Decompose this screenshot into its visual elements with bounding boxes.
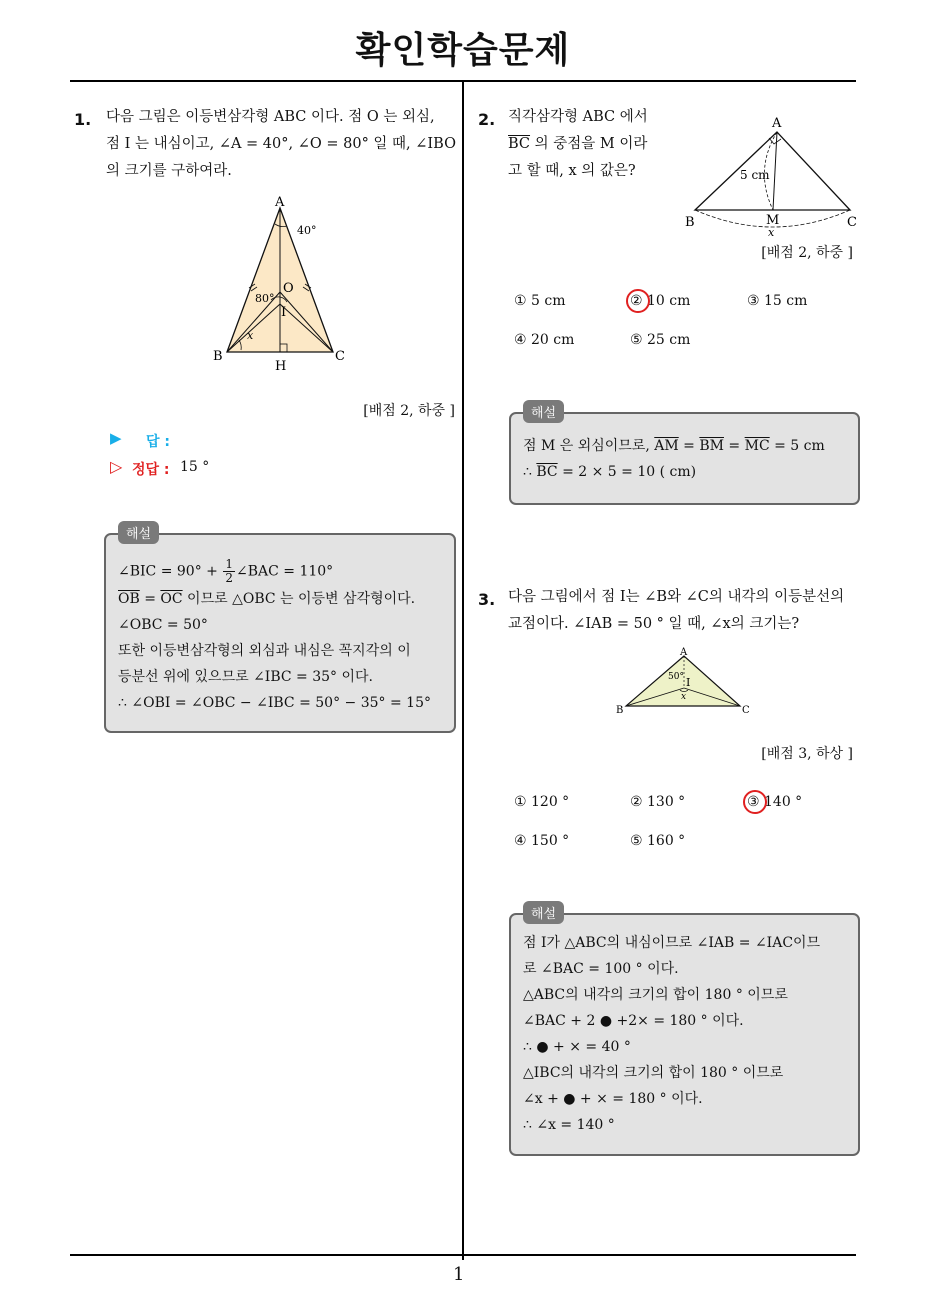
q2-line-text: 의 중점을 M 이라 bbox=[530, 136, 648, 152]
segment-mc: $\overline{MC}$ bbox=[744, 438, 770, 454]
segment-bc-2: $\overline{BC}$ bbox=[536, 464, 558, 480]
q2-expl-line-1 bbox=[523, 433, 853, 459]
q1-frac-den: 2 bbox=[225, 571, 233, 585]
q2-option-4[interactable]: ④ 20 cm bbox=[514, 332, 575, 348]
q1-expl-text: = bbox=[139, 591, 161, 607]
q3-option-3[interactable]: ③ 140 ° bbox=[747, 794, 803, 810]
q3-x-label: x bbox=[681, 692, 687, 702]
q2-expl-text: = 2 × 5 = 10 ( cm) bbox=[557, 464, 697, 480]
correct-arrow-icon: ▷ bbox=[110, 457, 123, 476]
q2-line bbox=[508, 131, 678, 158]
q2-line: 고 할 때, x 의 값은? bbox=[508, 163, 636, 179]
q3-triangle-figure bbox=[612, 646, 752, 718]
q1-angle-a: 40° bbox=[297, 224, 317, 237]
q3-option-4[interactable]: ④ 150 ° bbox=[514, 833, 570, 849]
q2-label-c: C bbox=[847, 215, 857, 230]
q3-line: 다음 그림에서 점 I는 ∠B와 ∠C의 내각의 이등분선의 bbox=[508, 589, 845, 605]
q1-label-c: C bbox=[335, 349, 345, 364]
segment-bc: $\overline{BC}$ bbox=[508, 136, 531, 152]
q3-expl-line-2: 로 ∠BAC = 100 ° 이다. bbox=[523, 961, 679, 977]
q3-explanation-tag: 해설 bbox=[523, 901, 564, 924]
q1-expl-line-1 bbox=[118, 558, 448, 586]
q3-expl-line-7: ∠x + ● + × = 180 ° 이다. bbox=[523, 1091, 703, 1107]
q1-expl-line-3: ∠OBC = 50° bbox=[118, 617, 208, 633]
q1-explanation-text bbox=[118, 558, 448, 716]
q3-expl-line-3: △ABC의 내각의 크기의 합이 180 ° 이므로 bbox=[523, 987, 788, 1003]
q1-score: [배점 2, 하중 ] bbox=[363, 403, 455, 419]
answer-label: 답 : bbox=[146, 434, 170, 450]
q2-expl-text: = bbox=[678, 438, 700, 454]
q2-score: [배점 2, 하중 ] bbox=[761, 245, 853, 261]
q1-angle-x: x bbox=[247, 329, 254, 342]
q1-number: 1. bbox=[74, 110, 92, 129]
q1-label-i: I bbox=[281, 305, 287, 320]
q1-line: 점 I 는 내심이고, ∠A = 40°, ∠O = 80° 일 때, ∠IBO bbox=[106, 136, 456, 152]
q3-expl-line-4: ∠BAC + 2 ● +2× = 180 ° 이다. bbox=[523, 1013, 744, 1029]
page-number: 1 bbox=[453, 1264, 465, 1285]
q2-expl-text: = bbox=[723, 438, 745, 454]
q3-number: 3. bbox=[478, 590, 496, 609]
q2-explanation-text bbox=[523, 433, 853, 485]
q2-triangle-figure bbox=[680, 112, 865, 242]
q2-selected-circle bbox=[626, 289, 650, 313]
column-divider bbox=[462, 82, 464, 1260]
q1-fraction bbox=[223, 558, 235, 585]
q3-expl-line-5: ∴ ● + × = 40 ° bbox=[523, 1039, 631, 1055]
q1-expl-text: 이므로 △OBC 는 이등변 삼각형이다. bbox=[182, 591, 416, 607]
q2-label-b: B bbox=[685, 215, 695, 230]
correct-answer-value: 15 ° bbox=[180, 459, 210, 475]
q3-expl-line-1: 점 I가 △ABC의 내심이므로 ∠IAB = ∠IAC이므 bbox=[523, 935, 821, 951]
answer-arrow-icon: ▶ bbox=[110, 429, 122, 447]
q2-expl-text: 점 M 은 외심이므로, bbox=[523, 438, 655, 454]
q3-line: 교점이다. ∠IAB = 50 ° 일 때, ∠x의 크기는? bbox=[508, 616, 800, 632]
q3-explanation-text bbox=[523, 930, 853, 1138]
q1-angle-o: 80° bbox=[255, 292, 275, 305]
q1-text bbox=[106, 104, 456, 185]
q1-frac-num: 1 bbox=[225, 557, 233, 571]
segment-am: $\overline{AM}$ bbox=[654, 438, 679, 454]
q2-label-m: M bbox=[766, 213, 780, 228]
q2-line: 직각삼각형 ABC 에서 bbox=[508, 109, 648, 125]
q3-expl-line-8: ∴ ∠x = 140 ° bbox=[523, 1117, 615, 1133]
q3-label-i: I bbox=[686, 676, 691, 689]
q1-line: 다음 그림은 이등변삼각형 ABC 이다. 점 O 는 외심, bbox=[106, 109, 435, 125]
q2-option-3[interactable]: ③ 15 cm bbox=[747, 293, 808, 309]
q1-expl-text: ∠BIC = 90° + bbox=[118, 563, 223, 580]
q1-triangle-figure bbox=[205, 192, 355, 374]
q2-option-1[interactable]: ① 5 cm bbox=[514, 293, 566, 309]
q3-option-5[interactable]: ⑤ 160 ° bbox=[630, 833, 686, 849]
q3-score: [배점 3, 하상 ] bbox=[761, 746, 853, 762]
q2-text bbox=[508, 104, 678, 185]
q3-expl-line-6: △IBC의 내각의 크기의 합이 180 ° 이므로 bbox=[523, 1065, 784, 1081]
q2-length-label: 5 cm bbox=[740, 168, 770, 182]
q2-expl-text: = 5 cm bbox=[769, 438, 825, 454]
q2-explanation-tag: 해설 bbox=[523, 400, 564, 423]
q2-option-5[interactable]: ⑤ 25 cm bbox=[630, 332, 691, 348]
q2-expl-line-2 bbox=[523, 459, 853, 485]
q1-explanation-tag: 해설 bbox=[118, 521, 159, 544]
q2-option-2[interactable]: ② 10 cm bbox=[630, 293, 691, 309]
q3-label-a: A bbox=[680, 647, 688, 658]
q2-number: 2. bbox=[478, 110, 496, 129]
footer-divider bbox=[70, 1254, 856, 1256]
q1-line: 의 크기를 구하여라. bbox=[106, 163, 232, 179]
q2-x-label: x bbox=[768, 226, 775, 239]
q3-text bbox=[508, 584, 863, 638]
segment-ob: $\overline{OB}$ bbox=[118, 591, 140, 607]
q3-option-1[interactable]: ① 120 ° bbox=[514, 794, 570, 810]
q1-label-o: O bbox=[283, 281, 294, 296]
q1-label-h: H bbox=[275, 359, 287, 374]
q1-expl-line-2 bbox=[118, 586, 448, 612]
q2-expl-text: ∴ bbox=[523, 464, 537, 480]
q1-expl-text: ∠BAC = 110° bbox=[235, 563, 334, 580]
segment-oc: $\overline{OC}$ bbox=[160, 591, 183, 607]
q1-label-b: B bbox=[213, 349, 223, 364]
q1-expl-line-6: ∴ ∠OBI = ∠OBC − ∠IBC = 50° − 35° = 15° bbox=[118, 695, 431, 711]
q3-option-2[interactable]: ② 130 ° bbox=[630, 794, 686, 810]
correct-answer-label: 정답 : bbox=[132, 462, 170, 478]
page-title: 확인학습문제 bbox=[355, 30, 571, 71]
q1-expl-line-4: 또한 이등변삼각형의 외심과 내심은 꼭지각의 이 bbox=[118, 643, 411, 659]
q2-label-a: A bbox=[772, 116, 782, 131]
q1-label-a: A bbox=[275, 195, 285, 210]
q3-label-c: C bbox=[742, 705, 750, 716]
q1-expl-line-5: 등분선 위에 있으므로 ∠IBC = 35° 이다. bbox=[118, 669, 373, 685]
q3-angle-label: 50° bbox=[668, 672, 684, 682]
q3-selected-circle bbox=[743, 790, 767, 814]
q3-label-b: B bbox=[616, 705, 624, 716]
segment-bm: $\overline{BM}$ bbox=[699, 438, 724, 454]
